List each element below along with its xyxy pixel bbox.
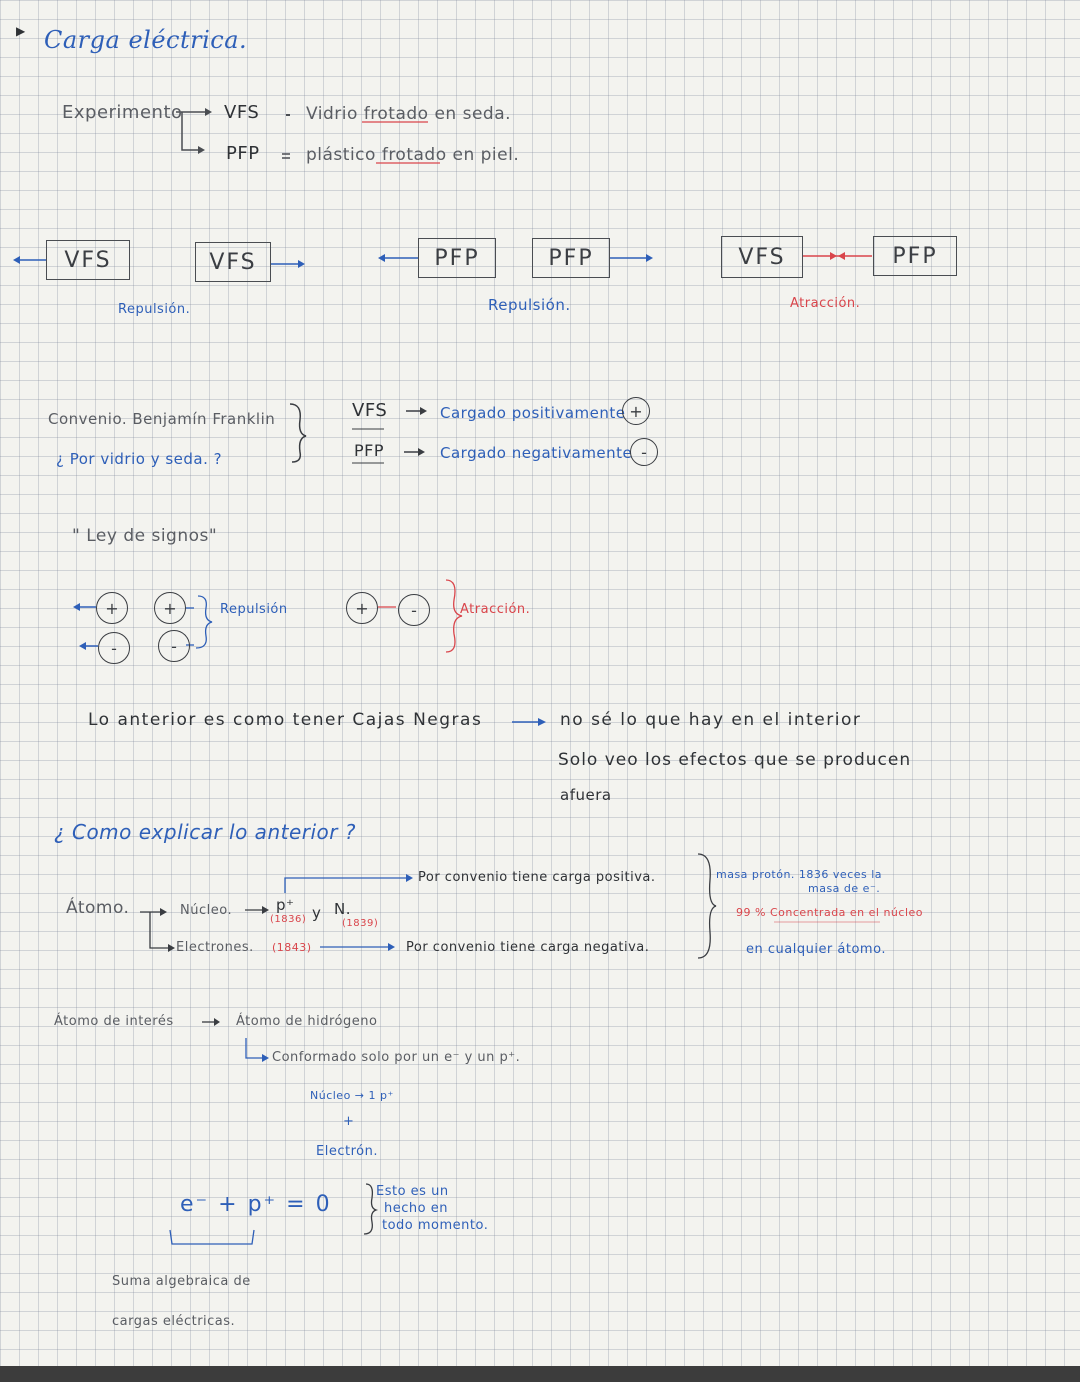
experiment-vfs-desc: Vidrio frotado en seda. — [306, 104, 512, 124]
page-title: Carga eléctrica. — [44, 26, 248, 54]
atomo-nucleo: Núcleo. — [180, 903, 233, 918]
charge-plus-1-icon: + — [96, 592, 128, 624]
atomo-p-note: (1836) — [270, 914, 307, 925]
atomo-label: Átomo. — [66, 898, 130, 918]
atomo-e-note: (1843) — [272, 941, 312, 954]
hidrogeno-equation: e⁻ + p⁺ = 0 — [180, 1192, 332, 1217]
charge-plus-2-icon: + — [154, 592, 186, 624]
charge-plus-3-icon: + — [346, 592, 378, 624]
box-vfs-2: VFS — [195, 242, 271, 282]
hidrogeno-formed: Conformado solo por un e⁻ y un p⁺. — [272, 1050, 521, 1065]
experiment-pfp-desc: plástico frotado en piel. — [306, 145, 520, 165]
atomo-side3: en cualquier átomo. — [746, 942, 886, 957]
black-box-line1b: no sé lo que hay en el interior — [560, 710, 862, 730]
negative-sign-icon: - — [630, 438, 658, 466]
hidrogeno-label: Átomo de hidrógeno — [236, 1014, 378, 1029]
atomo-side2: 99 % Concentrada en el núcleo — [736, 906, 924, 919]
box-pfp-2: PFP — [532, 238, 610, 278]
ley-atraccion: Atracción. — [460, 602, 531, 617]
box-pfp-1: PFP — [418, 238, 496, 278]
experiment-vfs: VFS — [224, 102, 260, 123]
atomo-neg-convenio: Por convenio tiene carga negativa. — [406, 940, 650, 955]
box-vfs-3: VFS — [721, 236, 803, 278]
hidrogeno-note1: Esto es un — [376, 1184, 449, 1199]
black-box-line3: afuera — [560, 786, 612, 804]
hidrogeno-note2: hecho en — [384, 1201, 448, 1216]
atomo-n-note: (1839) — [342, 918, 379, 929]
atomo-y: y — [312, 904, 322, 922]
experiment-label: Experimento — [62, 102, 183, 123]
ley-title: " Ley de signos" — [72, 526, 218, 546]
interes-label: Átomo de interés — [54, 1014, 174, 1029]
label-repulsion-2: Repulsión. — [488, 296, 571, 314]
sum-line1: Suma algebraica de — [112, 1274, 251, 1289]
experiment-pfp: PFP — [226, 143, 260, 164]
atomo-electrones: Electrones. — [176, 940, 254, 955]
bullet-icon: ▶ — [16, 24, 26, 38]
atomo-p: p⁺ — [276, 896, 295, 914]
franklin-pfp-desc: Cargado negativamente — [440, 444, 633, 462]
franklin-vfs: VFS — [352, 400, 388, 421]
ley-repulsion: Repulsión — [220, 602, 288, 617]
page-edge — [0, 1366, 1080, 1382]
franklin-vfs-desc: Cargado positivamente — [440, 404, 626, 422]
atomo-n: N. — [334, 900, 351, 918]
franklin-pfp: PFP — [354, 441, 384, 460]
hidrogeno-note3: todo momento. — [382, 1218, 489, 1233]
charge-minus-1-icon: - — [98, 632, 130, 664]
hidrogeno-electron: Electrón. — [316, 1144, 378, 1159]
atomo-pos-convenio: Por convenio tiene carga positiva. — [418, 870, 656, 885]
charge-minus-2-icon: - — [158, 630, 190, 662]
charge-minus-3-icon: - — [398, 594, 430, 626]
franklin-line2: ¿ Por vidrio y seda. ? — [56, 450, 223, 468]
sum-line2: cargas eléctricas. — [112, 1314, 236, 1329]
atomo-side1b: masa de e⁻. — [808, 882, 881, 895]
black-box-line1a: Lo anterior es como tener Cajas Negras — [88, 710, 483, 730]
atomo-side1: masa protón. 1836 veces la — [716, 868, 883, 881]
label-atraccion: Atracción. — [790, 296, 861, 311]
hidrogeno-plus: + — [343, 1114, 355, 1129]
question-heading: ¿ Como explicar lo anterior ? — [54, 820, 356, 844]
hidrogeno-nucleo: Núcleo → 1 p⁺ — [310, 1089, 394, 1102]
box-pfp-3: PFP — [873, 236, 957, 276]
label-repulsion-1: Repulsión. — [118, 302, 191, 317]
positive-sign-icon: + — [622, 397, 650, 425]
franklin-line1: Convenio. Benjamín Franklin — [48, 410, 276, 428]
box-vfs-1: VFS — [46, 240, 130, 280]
black-box-line2: Solo veo los efectos que se producen — [558, 750, 912, 770]
